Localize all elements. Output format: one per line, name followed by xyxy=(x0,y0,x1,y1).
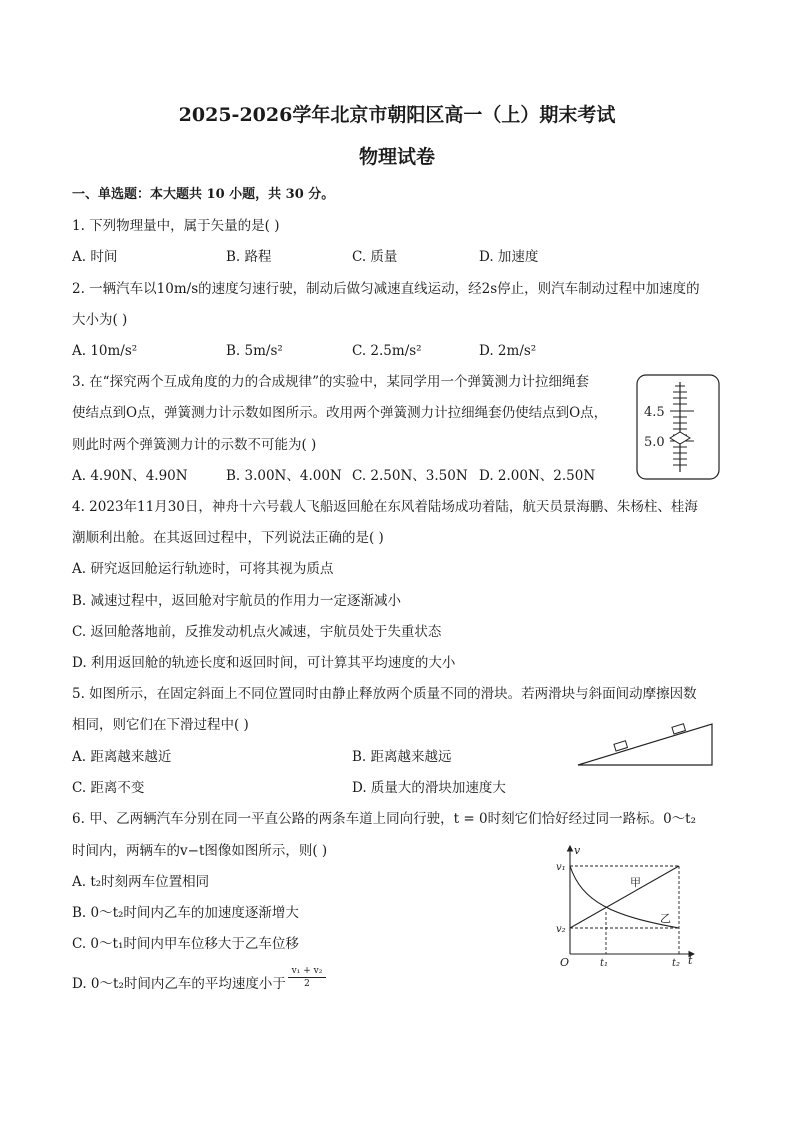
q2-option-c: C. 2.5m/s² xyxy=(352,343,422,359)
q1-option-d: D. 加速度 xyxy=(479,249,539,265)
q5-option-c: C. 距离不变 xyxy=(72,780,145,796)
v1-label: v₁ xyxy=(556,862,566,873)
q3-option-a: A. 4.90N、4.90N xyxy=(72,468,188,484)
q3-option-d: D. 2.00N、2.50N xyxy=(479,468,596,484)
vt-graph-figure xyxy=(552,842,700,970)
q1-option-b: B. 路程 xyxy=(226,249,272,265)
q4-option-a: A. 研究返回舱运行轨迹时，可将其视为质点 xyxy=(72,561,334,577)
q5-stem-line1: 5. 如图所示，在固定斜面上不同位置同时由静止释放两个质量不同的滑块。若两滑块与斜面间动摩擦因数 xyxy=(72,686,697,702)
q6-option-d: D. 0～t₂时间内乙车的平均速度小于 xyxy=(72,976,286,992)
q3-stem-line2: 使结点到O点，弹簧测力计示数如图所示。改用两个弹簧测力计拉细绳套仍使结点到O点， xyxy=(72,405,608,421)
v2-label: v₂ xyxy=(556,924,566,935)
scale-label-bottom: 5.0 xyxy=(644,435,665,450)
spring-scale-figure xyxy=(636,374,720,480)
fraction-denominator: 2 xyxy=(304,979,310,989)
q4-stem-line1: 4. 2023年11月30日，神舟十六号载人飞船返回舱在东风着陆场成功着陆，航天员景海鹏、朱杨柱、桂海 xyxy=(72,499,698,515)
q5-stem-line2: 相同，则它们在下滑过程中( ) xyxy=(72,717,249,733)
incline-slope xyxy=(578,724,712,765)
q2-stem-line2: 大小为( ) xyxy=(72,312,128,328)
section-heading: 一、单选题：本大题共 10 小题，共 30 分。 xyxy=(72,187,335,202)
exam-title: 2025-2026学年北京市朝阳区高一（上）期末考试 xyxy=(178,104,616,126)
q4-option-d: D. 利用返回舱的轨迹长度和返回时间，可计算其平均速度的大小 xyxy=(72,655,456,671)
q4-stem-line2: 潮顺利出舱。在其返回过程中，下列说法正确的是( ) xyxy=(72,530,384,546)
q2-option-b: B. 5m/s² xyxy=(226,343,283,359)
q3-stem-line3: 则此时两个弹簧测力计的示数不可能为( ) xyxy=(72,437,317,453)
exam-subtitle: 物理试卷 xyxy=(358,146,435,168)
q1-stem: 1. 下列物理量中，属于矢量的是( ) xyxy=(72,218,280,234)
q1-option-a: A. 时间 xyxy=(72,249,118,265)
jia-label: 甲 xyxy=(630,876,641,889)
block-lower xyxy=(614,741,628,751)
scale-label-top: 4.5 xyxy=(644,405,665,420)
q5-option-a: A. 距离越来越近 xyxy=(72,749,172,765)
t2-label: t₂ xyxy=(672,958,681,969)
scale-pointer xyxy=(670,432,690,444)
q6-option-a: A. t₂时刻两车位置相同 xyxy=(72,874,210,890)
q6-fraction xyxy=(288,966,326,989)
v-axis-label: v xyxy=(574,844,581,857)
origin-label: O xyxy=(560,956,570,969)
t1-label: t₁ xyxy=(600,958,609,969)
q6-stem-line2: 时间内，两辆车的v−t图像如图所示，则( ) xyxy=(72,843,328,859)
scale-ticks xyxy=(670,386,694,465)
q6-option-c: C. 0～t₁时间内甲车位移大于乙车位移 xyxy=(72,936,299,952)
q1-option-c: C. 质量 xyxy=(352,249,398,265)
q2-option-d: D. 2m/s² xyxy=(479,343,537,359)
t-axis-label: t xyxy=(688,954,693,967)
q3-option-b: B. 3.00N、4.00N xyxy=(226,468,342,484)
q3-option-c: C. 2.50N、3.50N xyxy=(352,468,468,484)
scale-frame xyxy=(637,375,719,479)
q3-stem-line1: 3. 在“探究两个互成角度的力的合成规律”的实验中，某同学用一个弹簧测力计拉细绳套 xyxy=(72,374,589,390)
yi-label: 乙 xyxy=(660,912,671,925)
q2-stem-line1: 2. 一辆汽车以10m/s的速度匀速行驶，制动后做匀减速直线运动，经2s停止，则汽车制动过程中加速度的 xyxy=(72,281,700,297)
q5-option-b: B. 距离越来越远 xyxy=(352,749,452,765)
q4-option-c: C. 返回舱落地前，反推发动机点火减速，宇航员处于失重状态 xyxy=(72,624,442,640)
q6-option-b: B. 0～t₂时间内乙车的加速度逐渐增大 xyxy=(72,905,299,921)
q5-option-d: D. 质量大的滑块加速度大 xyxy=(352,780,506,796)
incline-figure xyxy=(576,720,716,768)
q2-option-a: A. 10m/s² xyxy=(72,343,138,359)
q4-option-b: B. 减速过程中，返回舱对宇航员的作用力一定逐渐减小 xyxy=(72,593,402,609)
fraction-numerator: v₁ + v₂ xyxy=(288,966,326,978)
q6-stem-line1: 6. 甲、乙两辆汽车分别在同一平直公路的两条车道上同向行驶，t = 0时刻它们恰好经过同一路标。0～t₂ xyxy=(72,811,697,827)
